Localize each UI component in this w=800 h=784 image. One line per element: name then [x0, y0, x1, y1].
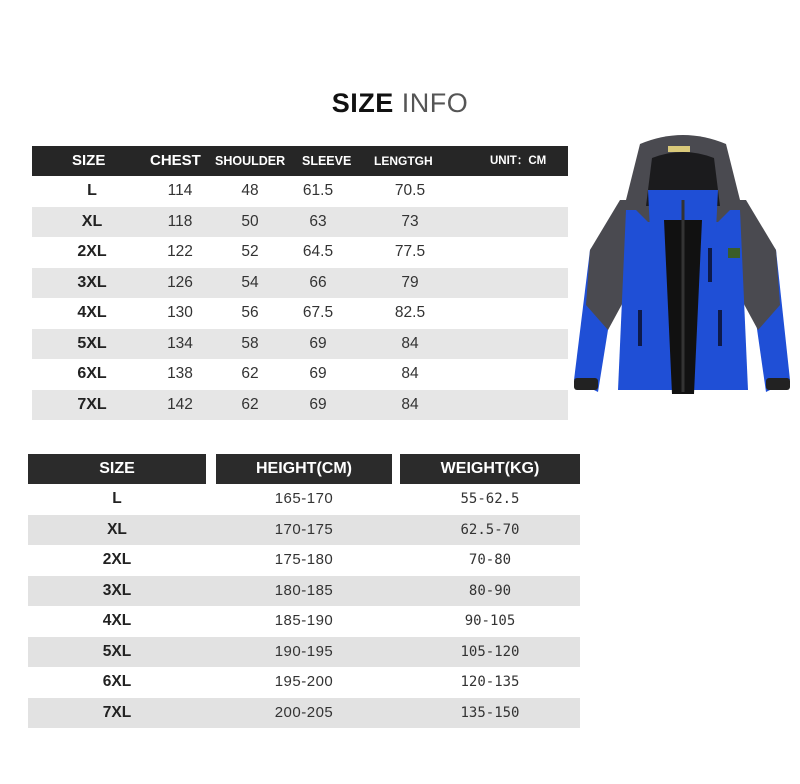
cell-shoulder: 54	[241, 273, 259, 291]
page-title	[0, 88, 800, 119]
cell-chest: 126	[167, 273, 193, 291]
cell-weight: 135-150	[460, 704, 520, 721]
cell-weight: 55-62.5	[460, 491, 520, 507]
title-bold: SIZE	[331, 88, 394, 118]
cell-weight: 120-135	[460, 674, 520, 690]
header-size: SIZE	[72, 152, 106, 169]
cell-length: 70.5	[394, 182, 426, 199]
cell-length: 77.5	[394, 243, 426, 260]
table-row	[32, 359, 568, 390]
cell-size: XL	[81, 212, 103, 230]
cell-shoulder: 62	[241, 365, 259, 382]
table-row	[28, 667, 580, 698]
cell-height: 195-200	[274, 673, 334, 690]
cell-chest: 138	[167, 365, 193, 382]
cell-chest: 122	[167, 243, 193, 260]
size-table-header	[32, 146, 568, 176]
cell-size: 4XL	[77, 304, 107, 321]
header-size-fit: SIZE	[28, 454, 206, 484]
cell-sleeve: 67.5	[302, 304, 334, 321]
cell-size: 2XL	[102, 551, 132, 568]
cell-size: XL	[107, 520, 127, 538]
cell-chest: 118	[167, 212, 193, 230]
fit-table-body	[28, 484, 580, 728]
cell-sleeve: 64.5	[302, 243, 334, 260]
cell-length: 73	[401, 212, 419, 230]
cell-shoulder: 58	[241, 334, 259, 352]
header-shoulder: SHOULDER	[215, 154, 286, 168]
fit-table-header	[28, 454, 580, 484]
cell-weight: 80-90	[468, 582, 512, 599]
title-thin: INFO	[401, 88, 469, 118]
table-row	[28, 576, 580, 607]
cell-size: 5XL	[77, 334, 107, 352]
cell-size: 6XL	[102, 673, 132, 690]
cell-length: 79	[401, 273, 419, 291]
cell-size: L	[87, 182, 97, 199]
cell-size: 3XL	[77, 273, 107, 291]
cell-height: 200-205	[274, 703, 334, 721]
table-row	[32, 298, 568, 329]
cell-sleeve: 63	[309, 212, 327, 230]
table-row	[32, 329, 568, 360]
header-unit: UNIT：CM	[490, 155, 547, 167]
cell-chest: 114	[167, 182, 193, 199]
table-row	[28, 484, 580, 515]
cell-size: L	[112, 490, 122, 507]
cell-shoulder: 50	[241, 212, 259, 230]
cell-chest: 134	[167, 334, 193, 352]
cell-height: 175-180	[274, 551, 334, 568]
header-length: LENGTGH	[374, 154, 433, 168]
table-row	[28, 698, 580, 729]
cell-sleeve: 61.5	[302, 182, 334, 199]
table-row	[32, 207, 568, 238]
cell-size: 4XL	[102, 612, 132, 629]
cell-size: 7XL	[102, 703, 132, 721]
size-table-body	[32, 176, 568, 420]
header-weight: WEIGHT(KG)	[400, 454, 580, 484]
table-row	[32, 176, 568, 207]
cell-sleeve: 69	[309, 334, 327, 352]
table-row	[32, 268, 568, 299]
cell-length: 84	[401, 395, 419, 413]
table-row	[32, 237, 568, 268]
header-height: HEIGHT(CM)	[216, 454, 392, 484]
jacket-product-image	[568, 130, 798, 410]
header-chest: CHEST	[150, 152, 201, 169]
height-weight-table	[28, 454, 580, 728]
cell-shoulder: 52	[241, 243, 259, 260]
cell-chest: 130	[167, 304, 193, 321]
cell-length: 84	[401, 365, 419, 382]
cell-height: 190-195	[274, 642, 334, 660]
cell-weight: 90-105	[464, 613, 516, 629]
cell-height: 180-185	[274, 581, 334, 599]
cell-height: 170-175	[274, 520, 334, 538]
table-row	[28, 637, 580, 668]
table-row	[28, 545, 580, 576]
cell-sleeve: 66	[309, 273, 327, 291]
table-row	[28, 606, 580, 637]
cell-size: 3XL	[102, 581, 132, 599]
header-sleeve: SLEEVE	[302, 154, 352, 168]
cell-height: 185-190	[274, 612, 334, 629]
cell-weight: 105-120	[460, 643, 520, 660]
cell-length: 82.5	[394, 304, 426, 321]
cell-sleeve: 69	[309, 395, 327, 413]
hooded-jacket-image	[568, 130, 798, 410]
cell-size: 5XL	[102, 642, 132, 660]
cell-height: 165-170	[274, 490, 334, 507]
cell-weight: 62.5-70	[460, 521, 520, 538]
cell-size: 2XL	[77, 243, 107, 260]
table-row	[32, 390, 568, 421]
cell-length: 84	[401, 334, 419, 352]
cell-shoulder: 56	[241, 304, 259, 321]
table-row	[28, 515, 580, 546]
cell-chest: 142	[167, 395, 193, 413]
cell-shoulder: 48	[241, 182, 259, 199]
cell-size: 7XL	[77, 395, 107, 413]
cell-size: 6XL	[77, 365, 107, 382]
cell-sleeve: 69	[309, 365, 327, 382]
cell-shoulder: 62	[241, 395, 259, 413]
cell-weight: 70-80	[468, 552, 512, 568]
size-measurement-table	[32, 146, 568, 420]
